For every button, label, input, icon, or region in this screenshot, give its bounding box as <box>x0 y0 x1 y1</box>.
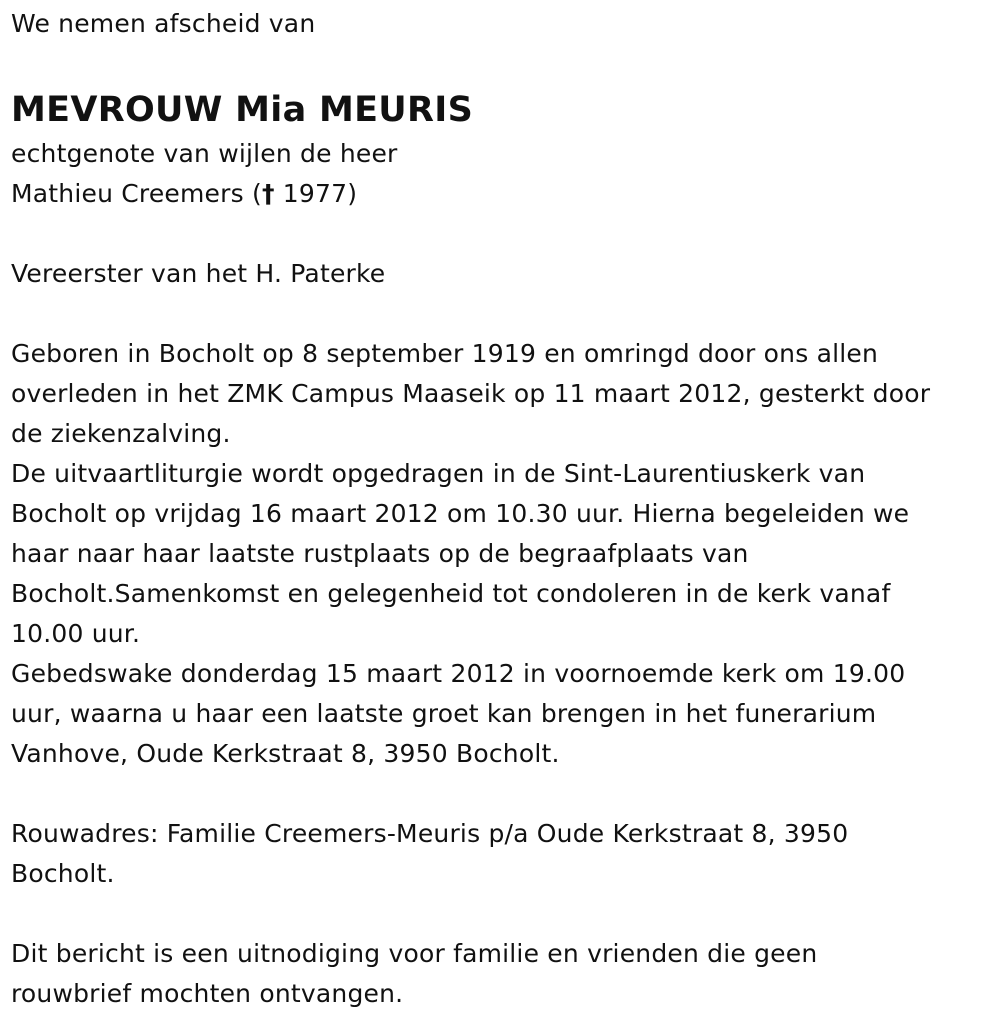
spouse-relation: echtgenote van wijlen de heer <box>11 139 398 168</box>
spacer <box>11 774 986 814</box>
details-line: Bocholt op vrijdag 16 maart 2012 om 10.30 uur. Hierna begeleiden we <box>11 499 910 528</box>
details-line: 10.00 uur. <box>11 619 141 648</box>
notice-line: Dit bericht is een uitnodiging voor familie en vrienden die geen <box>11 939 818 968</box>
address-line: Bocholt. <box>11 859 115 888</box>
details-line: Bocholt.Samenkomst en gelegenheid tot condoleren in de kerk vanaf <box>11 579 891 608</box>
details-line: uur, waarna u haar een laatste groet kan brengen in het funerarium <box>11 699 877 728</box>
deceased-name: MEVROUW Mia MEURIS <box>11 90 474 130</box>
details-line: Vanhove, Oude Kerkstraat 8, 3950 Bocholt. <box>11 739 560 768</box>
spacer <box>11 894 986 934</box>
details-line: overleden in het ZMK Campus Maaseik op 11 maart 2012, gesterkt door <box>11 379 931 408</box>
spouse-name: Mathieu Creemers ( <box>11 179 262 208</box>
details-paragraph <box>11 334 986 774</box>
details-line: Geboren in Bocholt op 8 september 1919 en omringd door ons allen <box>11 339 879 368</box>
intro-text: We nemen afscheid van <box>11 9 316 38</box>
details-line: Gebedswake donderdag 15 maart 2012 in voornoemde kerk om 19.00 <box>11 659 906 688</box>
notice-line: rouwbrief mochten ontvangen. <box>11 979 404 1008</box>
notice-paragraph <box>11 934 986 1014</box>
address-paragraph <box>11 814 986 894</box>
spouse-name-line <box>11 174 986 214</box>
spouse-death-year: 1977) <box>274 179 358 208</box>
dagger-icon: † <box>261 179 275 208</box>
spacer <box>11 214 986 254</box>
devotion-text: Vereerster van het H. Paterke <box>11 259 386 288</box>
details-line: De uitvaartliturgie wordt opgedragen in de Sint-Laurentiuskerk van <box>11 459 866 488</box>
details-line: haar naar haar laatste rustplaats op de begraafplaats van <box>11 539 749 568</box>
obituary-notice <box>11 0 986 1014</box>
address-line: Rouwadres: Familie Creemers-Meuris p/a Oude Kerkstraat 8, 3950 <box>11 819 849 848</box>
details-line: de ziekenzalving. <box>11 419 231 448</box>
spacer <box>11 294 986 334</box>
